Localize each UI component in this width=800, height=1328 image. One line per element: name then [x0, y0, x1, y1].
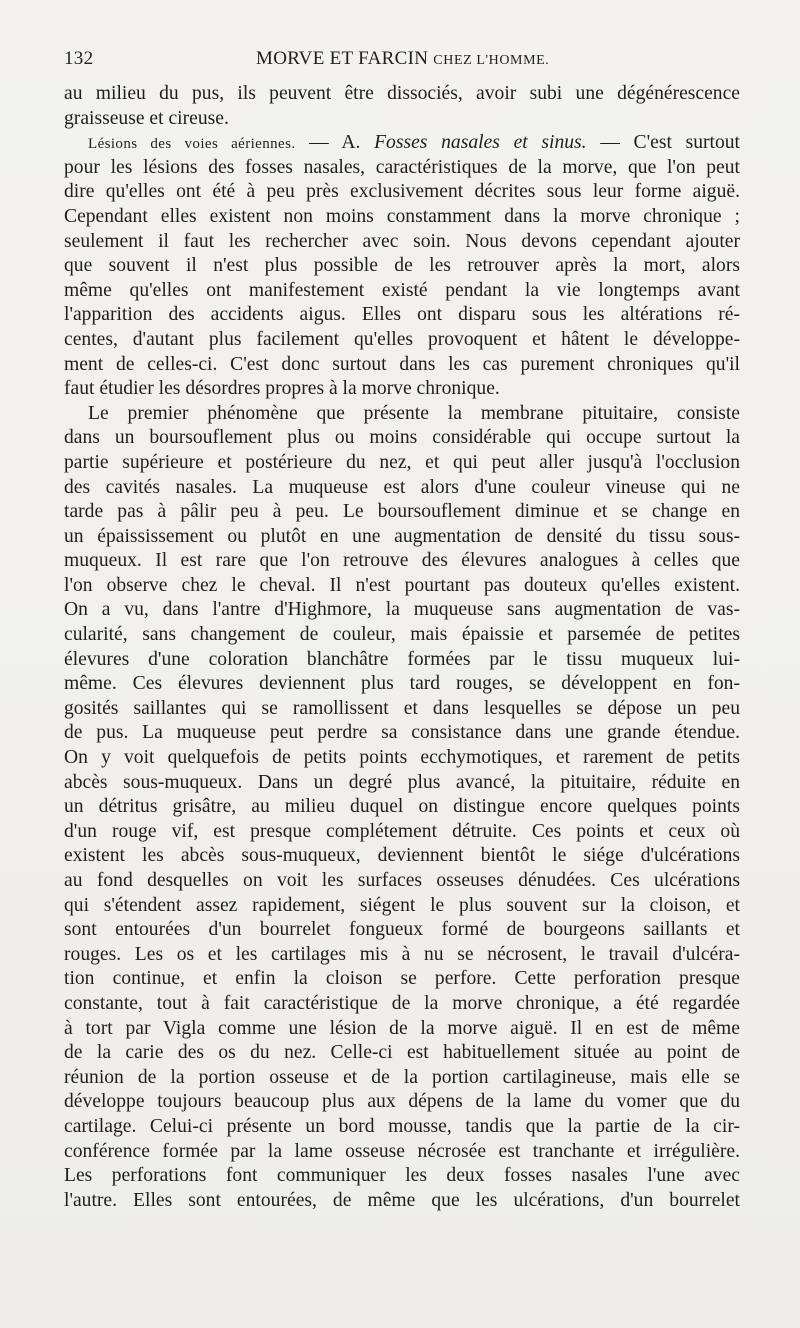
text-line: l'apparition des accidents aigus. Elles ont disparu sous les altérations ré- — [64, 304, 740, 326]
section-heading: Lésions des voies aériennes. — [88, 136, 296, 153]
text-line: ment de celles-ci. C'est donc surtout dans les cas purement chroniques qu'il — [64, 353, 740, 375]
text-line: On y voit quelquefois de petits points ecchymotiques, et rarement de petits — [64, 747, 740, 769]
text-line: conférence formée par la lame osseuse nécrosée est tranchante et irrégulière. — [64, 1140, 740, 1162]
text-line: gosités saillantes qui se ramollissent et dans lesquelles se dépose un peu — [64, 697, 740, 719]
subsection-heading: Fosses nasales et sinus. — [374, 132, 587, 154]
text-line: Le premier phénomène que présente la membrane pituitaire, consiste — [88, 402, 740, 424]
section-heading-line — [64, 131, 740, 156]
page-number: 132 — [64, 48, 94, 69]
text-line: abcès sous-muqueux. Dans un degré plus avancé, la pituitaire, réduite en — [64, 771, 740, 793]
text-line: que souvent il n'est plus possible de les retrouver après la mort, alors — [64, 255, 740, 277]
text-line: même qu'elles ont manifestement existé pendant la vie longtemps avant — [64, 279, 740, 301]
text-line: seulement il faut les rechercher avec soin. Nous devons cependant ajouter — [64, 230, 740, 252]
text-line: faut étudier les désordres propres à la morve chronique. — [64, 378, 500, 400]
paragraph-pituitary — [64, 402, 740, 1214]
running-head-small: CHEZ L'HOMME. — [433, 53, 550, 68]
paragraph-continuation — [64, 82, 740, 131]
text-line: partie supérieure et postérieure du nez, et qui peut aller jusqu'à l'occlusion — [64, 451, 740, 473]
text-line: pour les lésions des fosses nasales, caractéristiques de la morve, que l'on peut — [64, 156, 740, 178]
text-line: au fond desquelles on voit les surfaces osseuses dénudées. Ces ulcérations — [64, 870, 740, 891]
text-line: même. Ces élevures deviennent plus tard rouges, se développent en fon- — [64, 673, 740, 695]
text-line: tarde pas à pâlir peu à peu. Le boursouflement diminue et se change en — [64, 501, 740, 523]
text-line: Cependant elles existent non moins constamment dans la morve chronique ; — [64, 205, 740, 227]
text-line: tion continue, et enfin la cloison se perfore. Cette perforation presque — [64, 968, 740, 990]
text-line: centes, d'autant plus facilement qu'elles provoquent et hâtent le développe- — [64, 328, 740, 350]
text-line: réunion de la portion osseuse et de la portion cartilagineuse, mais elle se — [64, 1066, 740, 1088]
paragraph-nasal-lesions — [64, 131, 740, 402]
text-line: de pus. La muqueuse peut perdre sa consistance dans une grande étendue. — [64, 722, 740, 744]
text-line: dire qu'elles ont été à peu près exclusivement décrites sous leur forme aiguë. — [64, 181, 740, 203]
text-line: graisseuse et cireuse. — [64, 107, 229, 129]
text-line: cartilage. Celui-ci présente un bord mousse, tandis que la partie de la cir- — [64, 1115, 740, 1137]
text-line: de la carie des os du nez. Celle-ci est habituellement située au point de — [64, 1042, 740, 1064]
text-line: Les perforations font communiquer les deux fosses nasales l'une avec — [64, 1165, 740, 1187]
text-line: sont entourées d'un bourrelet fongueux formé de bourgeons saillants et — [64, 919, 740, 941]
text-line: un détritus grisâtre, au milieu duquel on distingue encore quelques points — [64, 796, 740, 818]
body-text — [64, 82, 740, 1213]
text-line: au milieu du pus, ils peuvent être dissociés, avoir subi une dégénérescence — [64, 83, 740, 104]
heading-rest: — C'est surtout — [586, 132, 740, 154]
text-line: muqueux. Il est rare que l'on retrouve des élevures analogues à celles que — [64, 550, 740, 572]
running-head — [256, 48, 549, 70]
text-line: constante, tout à fait caractéristique de la morve chronique, a été regardée — [64, 992, 740, 1014]
page-header — [64, 48, 740, 74]
text-line: l'on observe chez le cheval. Il n'est pourtant pas douteux qu'elles existent. — [64, 574, 740, 596]
running-head-main: MORVE ET FARCIN — [256, 48, 429, 69]
text-line: développe toujours beaucoup plus aux dépens de la lame du vomer que du — [64, 1091, 740, 1113]
text-line: On a vu, dans l'antre d'Highmore, la muqueuse sans augmentation de vas- — [64, 599, 740, 621]
heading-dash: — A. — [295, 132, 375, 154]
text-line: qui s'étendent assez rapidement, siégent le plus souvent sur la cloison, et — [64, 894, 740, 916]
text-line: d'un rouge vif, est presque complétement détruite. Ces points et ceux où — [64, 820, 740, 842]
text-line: existent les abcès sous-muqueux, deviennent bientôt le siége d'ulcérations — [64, 845, 740, 867]
text-line: des cavités nasales. La muqueuse est alors d'une couleur vineuse qui ne — [64, 476, 740, 498]
text-line: dans un boursouflement plus ou moins considérable qui occupe surtout la — [64, 427, 740, 449]
text-line: rouges. Les os et les cartilages mis à nu se nécrosent, le travail d'ulcéra- — [64, 943, 740, 965]
text-line: à tort par Vigla comme une lésion de la morve aiguë. Il en est de même — [64, 1017, 740, 1039]
text-line: l'autre. Elles sont entourées, de même que les ulcérations, d'un bourrelet — [64, 1189, 740, 1211]
text-line: un épaississement ou plutôt en une augmentation de densité du tissu sous- — [64, 525, 740, 547]
text-line: cularité, sans changement de couleur, mais épaissie et parsemée de petites — [64, 624, 740, 646]
text-line: élevures d'une coloration blanchâtre formées par le tissu muqueux lui- — [64, 648, 740, 670]
